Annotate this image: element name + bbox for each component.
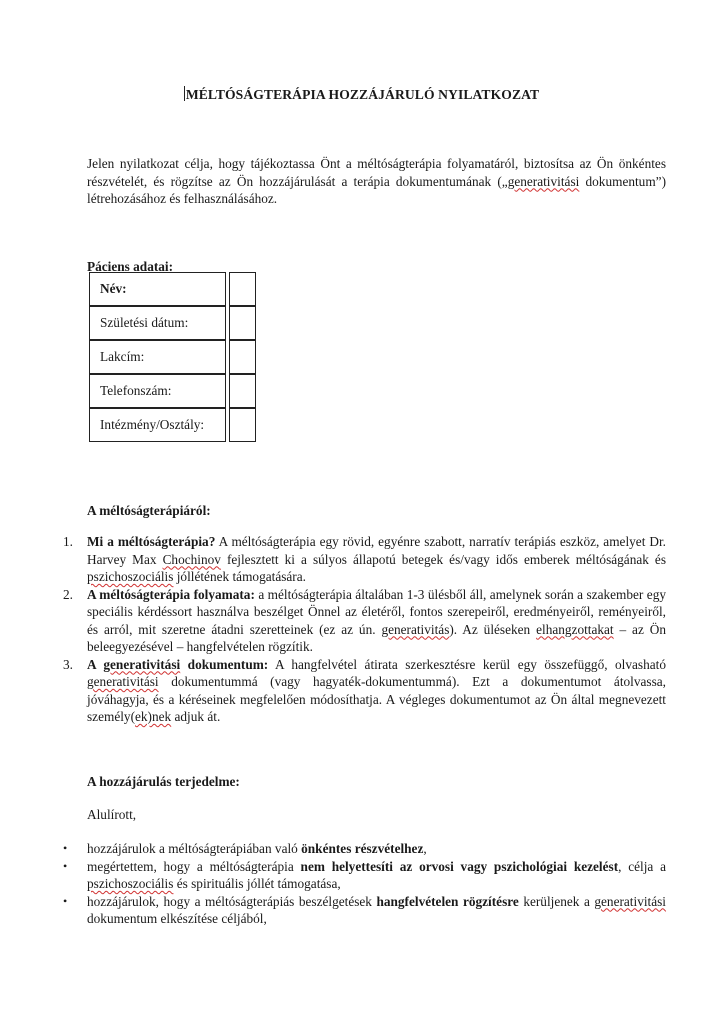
spellcheck-word[interactable]: Chochinov: [162, 551, 221, 567]
phone-label: Telefonszám:: [89, 374, 226, 408]
name-label: Név:: [89, 272, 226, 306]
bullet-icon: •: [63, 841, 68, 855]
intro-paragraph: Jelen nyilatkozat célja, hogy tájékoztassa Önt a méltóságterápia folyamatáról, biztosítsa az Ön önkéntes részvételét, és rögzítse az Ön hozzájárulását a terápia dokumentumának („generativitási dokumentum”) létrehozásához és felhasználásához.: [87, 156, 667, 206]
institution-label: Intézmény/Osztály:: [89, 408, 226, 442]
spellcheck-word[interactable]: elhangzottakat: [536, 621, 614, 637]
scope-heading: A hozzájárulás terjedelme:: [87, 774, 240, 789]
spellcheck-word[interactable]: generativitás: [381, 621, 450, 637]
birth-date-field[interactable]: [229, 306, 256, 340]
spellcheck-word[interactable]: generativitási: [103, 656, 181, 672]
list-number: 1.: [63, 534, 73, 549]
about-list: [63, 533, 667, 726]
institution-field[interactable]: [229, 408, 256, 442]
list-number: 2.: [63, 586, 73, 602]
undersigned-text: Alulírott,: [87, 807, 137, 822]
bullet-icon: •: [63, 893, 68, 908]
list-item: 3. A generativitási dokumentum: A hangfelvétel átirata szerkesztésre kerül egy összefüggő, olvasható generativitási dokumentummá (vagy hagyaték-dokumentummá). Ezt a dokumentumot átolvassa, jóváhagyja, és a kéréseinek megfelelően módosíthatja. A végleges dokumentumot az Ön által megnevezett személy(ek)nek adjuk át.: [63, 656, 666, 724]
about-heading: A méltóságterápiáról:: [87, 503, 211, 518]
table-row: [89, 374, 256, 408]
birth-date-label: Születési dátum:: [89, 306, 226, 340]
consent-list: [63, 840, 667, 928]
spellcheck-word[interactable]: generativitási: [594, 893, 667, 909]
patient-data-table: [86, 272, 259, 442]
list-item: 2. A méltóságterápia folyamata: a méltóságterápia általában 1-3 ülésből áll, amelynek során a szakember egy speciális kérdéssort használva beszélget Önnel az életéről, fontos szerepeiről, eredményeiről, reményeiről, és arról, mit szeretne átadni szeretteinek (ez az ún. generativitás). Az üléseken elhangzottakat – az Ön beleegyezésével – hangfelvételen rögzítik.: [63, 586, 666, 654]
list-item: 1. Mi a méltóságterápia? A méltóságterápia egy rövid, egyénre szabott, narratív terápiás eszköz, amelyet Dr. Harvey Max Chochinov fejlesztett ki a súlyos állapotú betegek és/vagy idős emberek méltóságának és pszichoszociális jóllétének támogatására.: [63, 534, 667, 584]
list-number: 3.: [63, 656, 73, 672]
table-row: [89, 306, 256, 340]
address-field[interactable]: [229, 340, 256, 374]
list-item: • megértettem, hogy a méltóságterápia nem helyettesíti az orvosi vagy pszichológiai kezelést, célja a pszichoszociális és spirituális jóllét támogatása,: [63, 858, 667, 891]
spellcheck-word[interactable]: pszichoszociális: [87, 569, 174, 584]
table-row: [89, 272, 256, 306]
phone-field[interactable]: [229, 374, 256, 408]
document-title: MÉLTÓSÁGTERÁPIA HOZZÁJÁRULÓ NYILATKOZAT: [185, 87, 540, 102]
item-lead: A méltóságterápia folyamata:: [87, 586, 255, 602]
item-lead: Mi a méltóságterápia?: [87, 534, 216, 549]
address-label: Lakcím:: [89, 340, 226, 374]
item-lead: A generativitási dokumentum:: [87, 656, 269, 672]
spellcheck-word[interactable]: generativitási: [87, 674, 159, 689]
table-row: [89, 408, 256, 442]
text-cursor: [184, 86, 185, 101]
table-row: [89, 340, 256, 374]
bullet-icon: •: [63, 858, 68, 873]
list-item: • hozzájárulok a méltóságterápiában való önkéntes részvételhez,: [63, 841, 427, 856]
spellcheck-word[interactable]: pszichoszociális: [87, 876, 174, 891]
patient-data-heading: Páciens adatai:: [87, 259, 174, 274]
name-field[interactable]: [229, 272, 256, 306]
spellcheck-word[interactable]: generativitási: [507, 173, 580, 189]
spellcheck-word[interactable]: ek)nek: [135, 709, 172, 724]
list-item: • hozzájárulok, hogy a méltóságterápiás beszélgetések hangfelvételen rögzítésre kerüljenek a generativitási dokumentum elkészítése céljából,: [63, 893, 667, 926]
